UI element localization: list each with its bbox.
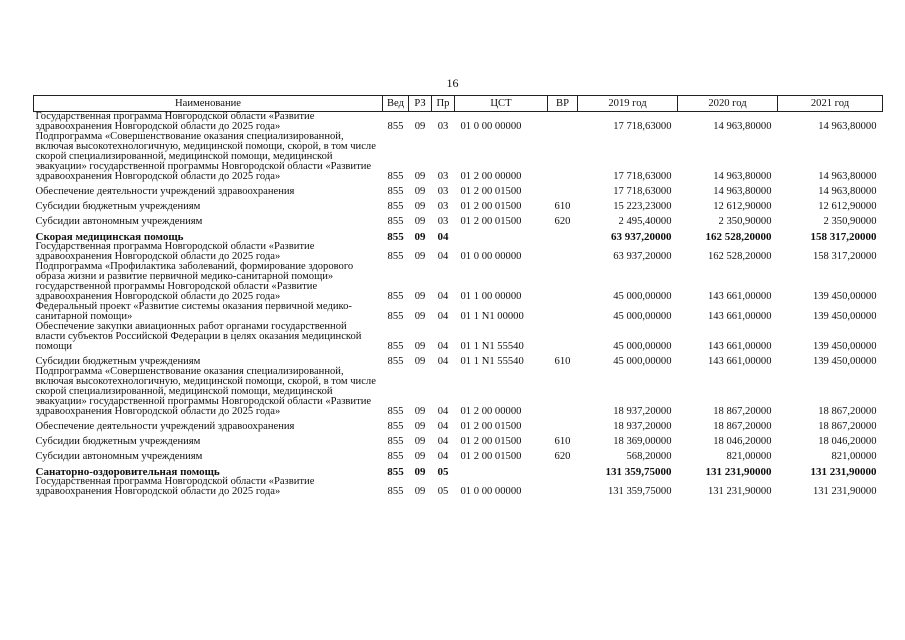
cell-2021: 12 612,90000 — [818, 201, 877, 212]
cell-2020: 143 661,00000 — [707, 291, 772, 302]
table-row — [34, 242, 883, 262]
cell-cst: 01 1 00 00000 — [460, 291, 522, 302]
cell-ved: 855 — [387, 466, 404, 478]
cell-pr: 04 — [437, 451, 449, 462]
cell-ved: 855 — [387, 171, 404, 182]
cell-rz: 09 — [414, 186, 426, 197]
cell-2021: 2 350,90000 — [823, 216, 877, 227]
cell-vr — [548, 462, 578, 477]
cell-2019: 45 000,00000 — [613, 311, 672, 322]
cell-2020: 131 231,90000 — [707, 486, 772, 497]
cell-name: Государственная программа Новгородской области «Развитие здравоохранения Новгородской области до 2025 года» — [35, 111, 315, 132]
cell-name: Государственная программа Новгородской области «Развитие здравоохранения Новгородской области до 2025 года» — [35, 241, 315, 262]
cell-name: Санаторно-оздоровительная помощь — [35, 466, 220, 478]
cell-pr: 04 — [437, 341, 449, 352]
cell-2020: 18 867,20000 — [713, 406, 772, 417]
cell-rz: 09 — [414, 216, 426, 227]
cell-2020: 143 661,00000 — [707, 341, 772, 352]
cell-pr: 04 — [437, 251, 449, 262]
cell-ved: 855 — [387, 436, 404, 447]
cell-2021: 158 317,20000 — [812, 251, 877, 262]
cell-cst: 01 0 00 00000 — [460, 251, 522, 262]
header-name: Наименование — [34, 96, 383, 112]
cell-2021: 139 450,00000 — [812, 291, 877, 302]
table-row — [34, 302, 883, 322]
header-vr: ВР — [548, 96, 578, 112]
cell-ved: 855 — [387, 216, 404, 227]
cell-rz: 09 — [414, 451, 426, 462]
table-row — [34, 182, 883, 197]
table-row — [34, 112, 883, 133]
cell-2021: 14 963,80000 — [818, 186, 877, 197]
cell-vr — [548, 132, 578, 182]
cell-ved: 855 — [387, 231, 404, 243]
header-pr: Пр — [432, 96, 455, 112]
table-row — [34, 367, 883, 417]
table-row — [34, 322, 883, 352]
cell-ved: 855 — [387, 406, 404, 417]
cell-pr: 04 — [437, 231, 449, 243]
cell-2019: 131 359,75000 — [607, 486, 672, 497]
cell-cst: 01 1 N1 55540 — [460, 341, 524, 352]
cell-2020: 18 867,20000 — [713, 421, 772, 432]
cell-2020: 143 661,00000 — [707, 311, 772, 322]
table-header — [34, 96, 883, 112]
cell-cst: 01 2 00 00000 — [460, 406, 522, 417]
cell-pr: 04 — [437, 356, 449, 367]
cell-2020: 14 963,80000 — [713, 186, 772, 197]
cell-rz: 09 — [414, 356, 426, 367]
cell-2019: 45 000,00000 — [613, 341, 672, 352]
cell-cst: 01 1 N1 55540 — [460, 356, 524, 367]
table-row — [34, 262, 883, 302]
cell-vr: 610 — [554, 356, 571, 367]
table-row — [34, 462, 883, 477]
cell-2019: 45 000,00000 — [613, 291, 672, 302]
cell-vr: 610 — [554, 201, 571, 212]
cell-2021: 18 867,20000 — [818, 421, 877, 432]
cell-2020: 14 963,80000 — [713, 171, 772, 182]
cell-cst: 01 2 00 01500 — [460, 201, 522, 212]
cell-vr — [548, 417, 578, 432]
table-row — [34, 227, 883, 242]
cell-2020: 131 231,90000 — [705, 466, 772, 478]
cell-2019: 18 937,20000 — [613, 406, 672, 417]
cell-name: Скорая медицинская помощь — [35, 231, 184, 243]
cell-2019: 45 000,00000 — [613, 356, 672, 367]
cell-rz: 09 — [414, 251, 426, 262]
cell-cst: 01 2 00 01500 — [460, 436, 522, 447]
cell-cst: 01 2 00 01500 — [460, 216, 522, 227]
cell-vr: 620 — [554, 216, 571, 227]
cell-name: Субсидии автономным учреждениям — [35, 451, 203, 462]
cell-pr: 05 — [437, 486, 449, 497]
cell-pr: 05 — [437, 466, 449, 478]
cell-2019: 17 718,63000 — [613, 171, 672, 182]
cell-name: Обеспечение деятельности учреждений здравоохранения — [35, 186, 295, 197]
cell-name: Субсидии бюджетным учреждениям — [35, 356, 201, 367]
cell-2019: 63 937,20000 — [613, 251, 672, 262]
cell-rz: 09 — [414, 486, 426, 497]
cell-name: Обеспечение закупки авиационных работ органами государственной власти субъектов Российской Федерации в целях оказания медицинской помощи — [35, 321, 362, 352]
cell-2019: 17 718,63000 — [613, 121, 672, 132]
cell-cst: 01 1 N1 00000 — [460, 311, 524, 322]
cell-cst: 01 2 00 01500 — [460, 451, 522, 462]
cell-ved: 855 — [387, 251, 404, 262]
cell-ved: 855 — [387, 121, 404, 132]
cell-vr — [548, 322, 578, 352]
cell-name: Подпрограмма «Профилактика заболеваний, формирование здорового образа жизни и развитие первичной медико-санитарной помощи» государственной программы Новгородской области «Развитие здравоохранения Новгородской области до 2025 года» — [35, 261, 354, 302]
table-row — [34, 212, 883, 227]
cell-ved: 855 — [387, 486, 404, 497]
cell-vr: 610 — [554, 436, 571, 447]
cell-2020: 12 612,90000 — [713, 201, 772, 212]
cell-vr — [548, 182, 578, 197]
cell-2020: 162 528,20000 — [707, 251, 772, 262]
cell-2019: 18 369,00000 — [613, 436, 672, 447]
cell-2021: 139 450,00000 — [812, 341, 877, 352]
cell-2021: 158 317,20000 — [810, 231, 877, 243]
header-cst: ЦСТ — [455, 96, 548, 112]
cell-pr: 03 — [437, 171, 449, 182]
cell-vr — [548, 227, 578, 242]
cell-2021: 18 046,20000 — [818, 436, 877, 447]
table-row — [34, 477, 883, 497]
cell-2021: 131 231,90000 — [812, 486, 877, 497]
cell-rz: 09 — [414, 201, 426, 212]
cell-rz: 09 — [414, 406, 426, 417]
header-2021: 2021 год — [778, 96, 883, 112]
cell-rz: 09 — [414, 231, 426, 243]
cell-rz: 09 — [414, 421, 426, 432]
cell-ved: 855 — [387, 341, 404, 352]
table-row — [34, 432, 883, 447]
cell-name: Подпрограмма «Совершенствование оказания специализированной, включая высокотехнологичную, медицинской помощи, скорой, в том числе скорой специализированной, медицинской помощи, медицинской эвакуации» государственной программы Новгородской области «Развитие здравоохранения Новгородской области до 2025 года» — [35, 366, 376, 417]
cell-name: Субсидии бюджетным учреждениям — [35, 201, 201, 212]
cell-2020: 18 046,20000 — [713, 436, 772, 447]
cell-2020: 821,00000 — [726, 451, 772, 462]
cell-name: Федеральный проект «Развитие системы оказания первичной медико-санитарной помощи» — [35, 301, 352, 322]
cell-pr: 03 — [437, 121, 449, 132]
cell-ved: 855 — [387, 186, 404, 197]
cell-rz: 09 — [414, 291, 426, 302]
cell-pr: 04 — [437, 311, 449, 322]
cell-cst: 01 2 00 01500 — [460, 186, 522, 197]
cell-2019: 15 223,23000 — [613, 201, 672, 212]
cell-cst — [455, 227, 548, 242]
header-ved: Вед — [383, 96, 409, 112]
cell-rz: 09 — [414, 341, 426, 352]
table-row — [34, 352, 883, 367]
cell-cst: 01 0 00 00000 — [460, 121, 522, 132]
table-body — [34, 112, 883, 498]
cell-vr — [548, 367, 578, 417]
cell-pr: 04 — [437, 291, 449, 302]
cell-2021: 131 231,90000 — [810, 466, 877, 478]
cell-2021: 14 963,80000 — [818, 121, 877, 132]
cell-ved: 855 — [387, 291, 404, 302]
cell-ved: 855 — [387, 311, 404, 322]
header-rz: РЗ — [409, 96, 432, 112]
cell-2019: 17 718,63000 — [613, 186, 672, 197]
cell-ved: 855 — [387, 201, 404, 212]
cell-vr — [548, 112, 578, 133]
cell-2019: 63 937,20000 — [611, 231, 672, 243]
cell-vr: 620 — [554, 451, 571, 462]
cell-pr: 03 — [437, 216, 449, 227]
cell-pr: 04 — [437, 436, 449, 447]
cell-2021: 18 867,20000 — [818, 406, 877, 417]
cell-cst: 01 0 00 00000 — [460, 486, 522, 497]
cell-rz: 09 — [414, 171, 426, 182]
cell-vr — [548, 477, 578, 497]
cell-vr — [548, 302, 578, 322]
cell-name: Субсидии бюджетным учреждениям — [35, 436, 201, 447]
cell-2019: 2 495,40000 — [618, 216, 672, 227]
cell-cst — [455, 462, 548, 477]
table-row — [34, 447, 883, 462]
cell-vr — [548, 242, 578, 262]
cell-pr: 04 — [437, 406, 449, 417]
cell-2020: 14 963,80000 — [713, 121, 772, 132]
budget-table — [33, 95, 883, 497]
cell-name: Подпрограмма «Совершенствование оказания специализированной, включая высокотехнологичную, медицинской помощи, скорой, в том числе скорой специализированной, медицинской помощи, медицинской эвакуации» государственной программы Новгородской области «Развитие здравоохранения Новгородской области до 2025 года» — [35, 131, 376, 182]
cell-name: Субсидии автономным учреждениям — [35, 216, 203, 227]
cell-rz: 09 — [414, 436, 426, 447]
cell-2020: 162 528,20000 — [705, 231, 772, 243]
header-2020: 2020 год — [678, 96, 778, 112]
cell-2020: 2 350,90000 — [718, 216, 772, 227]
table-row — [34, 197, 883, 212]
cell-rz: 09 — [414, 311, 426, 322]
cell-rz: 09 — [414, 466, 426, 478]
table-row — [34, 132, 883, 182]
cell-2019: 18 937,20000 — [613, 421, 672, 432]
cell-name: Государственная программа Новгородской области «Развитие здравоохранения Новгородской области до 2025 года» — [35, 476, 315, 497]
table-row — [34, 417, 883, 432]
cell-vr — [548, 262, 578, 302]
cell-ved: 855 — [387, 356, 404, 367]
cell-pr: 03 — [437, 186, 449, 197]
cell-2021: 821,00000 — [831, 451, 877, 462]
cell-2021: 139 450,00000 — [812, 356, 877, 367]
cell-ved: 855 — [387, 421, 404, 432]
header-2019: 2019 год — [578, 96, 678, 112]
cell-2021: 139 450,00000 — [812, 311, 877, 322]
cell-name: Обеспечение деятельности учреждений здравоохранения — [35, 421, 295, 432]
cell-rz: 09 — [414, 121, 426, 132]
cell-pr: 03 — [437, 201, 449, 212]
cell-cst: 01 2 00 00000 — [460, 171, 522, 182]
cell-ved: 855 — [387, 451, 404, 462]
cell-pr: 04 — [437, 421, 449, 432]
cell-2021: 14 963,80000 — [818, 171, 877, 182]
cell-2019: 131 359,75000 — [605, 466, 672, 478]
page-number: 16 — [446, 76, 459, 90]
cell-cst: 01 2 00 01500 — [460, 421, 522, 432]
cell-2019: 568,20000 — [626, 451, 672, 462]
cell-2020: 143 661,00000 — [707, 356, 772, 367]
